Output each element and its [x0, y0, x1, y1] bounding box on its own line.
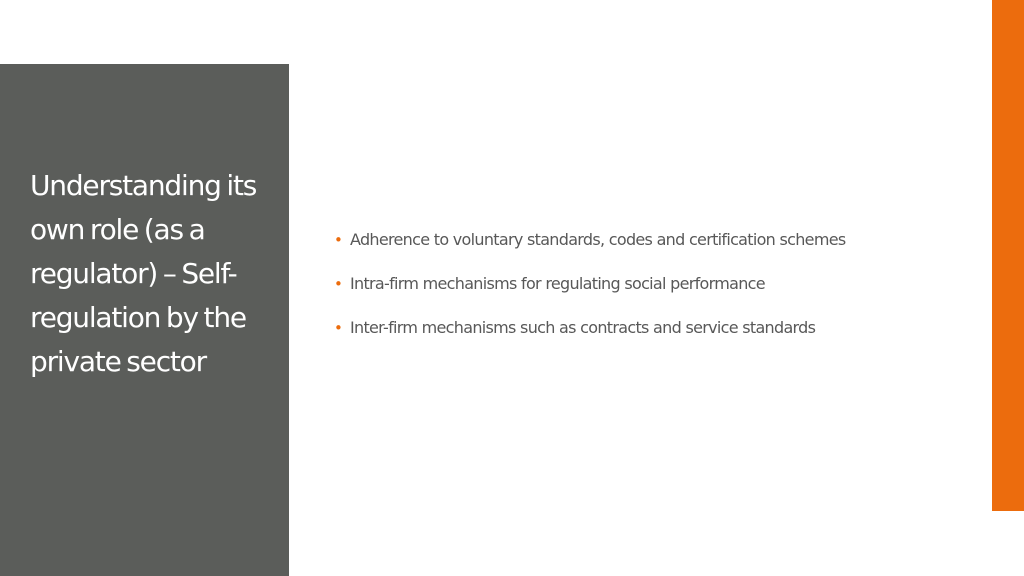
bullet-item	[334, 309, 944, 347]
bullet-item	[334, 265, 944, 303]
bullet-dot-icon: •	[334, 275, 343, 293]
bullet-item	[334, 221, 944, 259]
bullet-list	[334, 221, 944, 353]
accent-bar	[992, 0, 1024, 511]
bullet-text: Adherence to voluntary standards, codes and certification schemes	[350, 230, 846, 249]
bullet-text: Intra-firm mechanisms for regulating social performance	[350, 274, 765, 293]
bullet-dot-icon: •	[334, 319, 343, 337]
slide-title: Understanding its own role (as a regulator) – Self-regulation by the private sector	[30, 169, 257, 378]
bullet-text: Inter-firm mechanisms such as contracts and service standards	[350, 318, 816, 337]
bullet-dot-icon: •	[334, 231, 343, 249]
